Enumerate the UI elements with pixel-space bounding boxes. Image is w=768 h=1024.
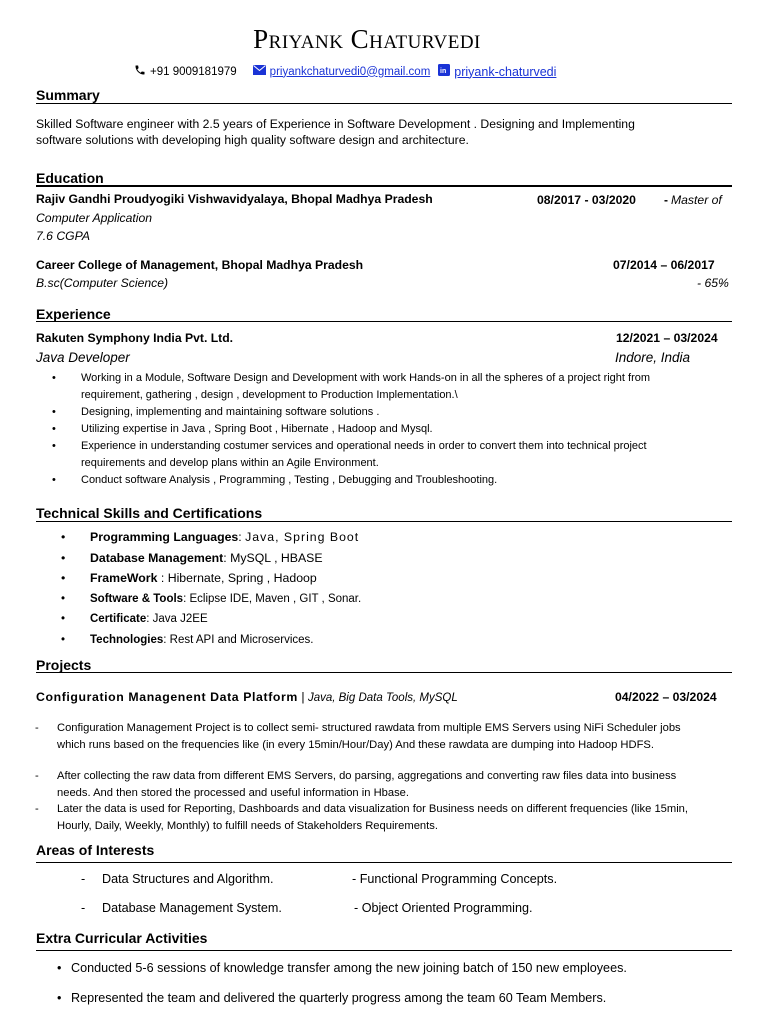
education-grade-1: 7.6 CGPA (36, 229, 90, 243)
interest-dash: - (81, 901, 86, 915)
skill-label: Certificate (90, 613, 147, 626)
point-line: needs. And then stored the processed and useful information in Hbase. (57, 786, 410, 799)
list-item (57, 720, 688, 753)
activities-heading: Extra Curricular Activities (36, 930, 208, 946)
education-degree-1b: Computer Application (36, 211, 153, 225)
list-item-continuation: requirement, gathering , design , development to Production Implementation.\ (81, 389, 458, 401)
experience-location: Indore, India (615, 350, 691, 365)
skill-sep: : (157, 571, 168, 586)
skill-value: Eclipse IDE, Maven , GIT , Sonar. (189, 592, 362, 605)
skill-label: Database Management (90, 550, 224, 565)
skill-item (90, 589, 361, 610)
education-dates-2: 07/2014 – 06/2017 (613, 258, 715, 272)
svg-text:in: in (440, 68, 447, 75)
list-item: • Conducted 5-6 sessions of knowledge transfer among the new joining batch of 150 new employees. (71, 960, 627, 977)
summary-line-1: Skilled Software engineer with 2.5 years of Experience in Software Development . Designing and Implementing (36, 117, 635, 131)
experience-rule (36, 321, 732, 322)
interest-right-1: - Functional Programming Concepts. (352, 872, 558, 886)
point-line: - Configuration Management Project is to collect semi- structured rawdata from multiple EMS Servers using NiFi Scheduler jobs (57, 722, 681, 734)
education-institution-2: Career College of Management, Bhopal Madhya Pradesh (36, 258, 364, 272)
experience-company: Rakuten Symphony India Pvt. Ltd. (36, 331, 234, 345)
point-line: - Later the data is used for Reporting, Dashboards and data visualization for Business needs on different frequencies (like 15min, (57, 803, 689, 815)
phone-icon (134, 64, 146, 79)
list-item: • Working in a Module, Software Design and Development with work Hands-on in all the spheres of a project right from (81, 370, 650, 387)
project-dates: 04/2022 – 03/2024 (615, 690, 717, 704)
skill-item (90, 609, 361, 630)
list-item (57, 768, 688, 801)
activities-list (71, 960, 627, 1007)
phone-number: +91 9009181979 (150, 65, 237, 78)
email-icon (253, 65, 266, 78)
experience-bullets (81, 370, 650, 489)
skill-value: Rest API and Microservices. (169, 633, 314, 646)
interest-left-1: Data Structures and Algorithm. (102, 872, 274, 886)
list-item: • Designing, implementing and maintaining software solutions . (81, 404, 650, 421)
skill-label: Programming Languages (90, 530, 239, 544)
skills-heading: Technical Skills and Certifications (36, 505, 263, 521)
project-title: Configuration Managenent Data Platform (36, 690, 298, 704)
skill-value: Java, Spring Boot (245, 530, 360, 544)
skill-item (90, 548, 361, 569)
experience-role: Java Developer (36, 350, 130, 365)
point-line: which runs based on the frequencies like (in every 15min/Hour/Day) And these rawdata are dumping into Hadoop HDFS. (57, 738, 654, 751)
interest-right-2: - Object Oriented Programming. (354, 901, 533, 915)
activities-rule (36, 950, 732, 951)
projects-rule (36, 672, 732, 673)
skill-sep: : (223, 550, 231, 565)
projects-heading: Projects (36, 657, 92, 673)
project-title-line (36, 690, 458, 704)
experience-dates: 12/2021 – 03/2024 (616, 331, 718, 345)
summary-rule (36, 103, 732, 104)
point-line: Hourly, Daily, Weekly, Monthly) to fulfill needs of Stakeholders Requirements. (57, 819, 438, 832)
interest-left-2: Database Management System. (102, 901, 282, 915)
linkedin-link[interactable]: priyank-chaturvedi (454, 64, 557, 79)
interests-heading: Areas of Interests (36, 842, 155, 858)
skill-value: MySQL , HBASE (230, 550, 323, 565)
skill-item (90, 568, 361, 589)
list-item: • Utilizing expertise in Java , Spring Boot , Hibernate , Hadoop and Mysql. (81, 421, 650, 438)
skill-item (90, 527, 361, 548)
education-degree-1a: Master of (671, 193, 722, 207)
skill-label: Software & Tools (90, 592, 184, 605)
skill-sep: : (163, 633, 170, 646)
list-item: • Conduct software Analysis , Programming , Testing , Debugging and Troubleshooting. (81, 472, 650, 489)
list-item: • Represented the team and delivered the quarterly progress among the team 60 Team Members. (71, 990, 627, 1007)
skill-item (90, 630, 361, 651)
list-item (57, 801, 688, 834)
skills-list (90, 527, 361, 651)
skill-label: Technologies (90, 633, 164, 646)
list-item: • Experience in understanding costumer services and operational needs in order to convert them into technical project (81, 438, 650, 455)
education-rule (36, 185, 732, 187)
candidate-name: Priyank Chaturvedi (253, 24, 481, 54)
education-grade-2: - 65% (697, 276, 729, 290)
skill-sep: : (146, 613, 153, 626)
project-tech: Java, Big Data Tools, MySQL (307, 692, 458, 704)
point-line: - After collecting the raw data from different EMS Servers, do parsing, aggregations and converting raw files data into business (57, 770, 677, 782)
project-sep: | (297, 690, 308, 704)
skill-sep: : (183, 592, 190, 605)
email-link[interactable]: priyankchaturvedi0@gmail.com (269, 65, 431, 78)
education-dash: - (664, 193, 668, 207)
skills-rule (36, 521, 732, 522)
list-item-continuation: requirements and develop plans within an Agile Environment. (81, 457, 379, 469)
summary-heading: Summary (36, 87, 100, 103)
experience-heading: Experience (36, 306, 111, 322)
contact-line (134, 64, 556, 79)
education-institution-1: Rajiv Gandhi Proudyogiki Vishwavidyalaya, Bhopal Madhya Pradesh (36, 192, 433, 206)
interest-dash: - (81, 872, 86, 886)
skill-value: Hibernate, Spring , Hadoop (167, 571, 317, 586)
education-degree-2: B.sc(Computer Science) (36, 276, 169, 290)
skill-label: FrameWork (90, 571, 158, 586)
summary-line-2: software solutions with developing high quality software design and architecture. (36, 133, 469, 147)
interests-rule (36, 862, 732, 863)
skill-value: Java J2EE (152, 613, 208, 626)
skill-sep: : (238, 530, 246, 544)
education-heading: Education (36, 170, 104, 186)
education-dates-1: 08/2017 - 03/2020 (537, 193, 636, 207)
linkedin-icon (438, 64, 450, 79)
project-points (57, 720, 688, 834)
